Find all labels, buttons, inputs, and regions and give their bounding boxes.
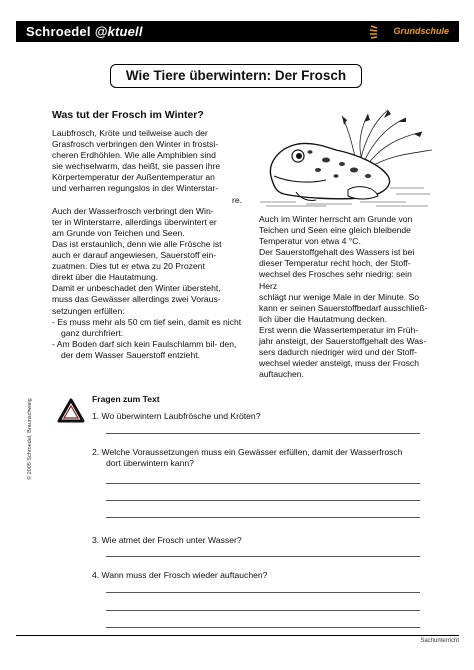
- title-box: [110, 64, 362, 88]
- text-line: kann er seinen Sauerstoffbedarf ausschließ-: [259, 302, 428, 313]
- answer-line[interactable]: [106, 483, 420, 484]
- answer-line[interactable]: [106, 556, 420, 557]
- question-2: 2. Welche Voraussetzungen muss ein Gewässer erfüllen, damit der Wasserfrosch: [92, 447, 403, 457]
- copyright-note: © 2005 Schroedel, Braunschweig: [27, 398, 33, 480]
- requirements-list: [52, 317, 242, 361]
- list-item: - Es muss mehr als 50 cm tief sein, damit es nicht ganz durchfriert.: [52, 316, 242, 338]
- text-line: und verharren regungslos in der Winterstar-: [52, 183, 219, 194]
- answer-line[interactable]: [106, 433, 420, 434]
- text-line: sers dadurch niedriger wird und der Stoff-: [259, 347, 417, 358]
- text-line: muss das Gewässer allerdings zwei Voraus-: [52, 294, 221, 305]
- text-line: wechsel des Frosches sehr niedrig: sein Herz: [259, 269, 412, 291]
- text-line: Teichen und Seen eine gleich bleibende: [259, 225, 411, 236]
- text-line: direkt über die Hautatmung.: [52, 272, 159, 283]
- right-text-column: [259, 214, 429, 380]
- text-line: Das ist erstaunlich, denn wie alle Frösche ist: [52, 238, 222, 249]
- brand-logo: [26, 24, 143, 39]
- text-line: Körpertemperatur der Außentemperatur an: [52, 172, 215, 183]
- text-line: schlägt nur wenige Male in der Minute. So: [259, 291, 420, 302]
- answer-line[interactable]: [106, 610, 420, 611]
- answer-line[interactable]: [106, 627, 420, 628]
- answer-line[interactable]: [106, 592, 420, 593]
- text-line: zuatmen. Dies tut er etwa zu 20 Prozent: [52, 261, 205, 272]
- text-line: Temperatur von etwa 4 °C.: [259, 236, 361, 247]
- text-line: ter in Winterstarre, allerdings überwintert er: [52, 216, 217, 227]
- answer-line[interactable]: [106, 500, 420, 501]
- text-line: Auch im Winter herrscht am Grunde von: [259, 214, 413, 224]
- text-line: Der Sauerstoffgehalt des Wassers ist bei: [259, 247, 415, 258]
- text-line: dieser Temperatur recht hoch, der Stoff-: [259, 258, 411, 269]
- question-3: 3. Wie atmet der Frosch unter Wasser?: [92, 535, 242, 545]
- warning-triangle-icon: [57, 398, 85, 424]
- question-2-cont: dort überwintern kann?: [106, 458, 194, 468]
- questions-heading: Fragen zum Text: [92, 394, 160, 404]
- text-line: Grasfrosch verbringen den Winter in frostsi-: [52, 139, 219, 150]
- question-1: 1. Wo überwintern Laubfrösche und Kröten?: [92, 411, 261, 421]
- text-line: Auch der Wasserfrosch verbringt den Win-: [52, 205, 214, 216]
- text-line: lich über die Hautatmung decken.: [259, 313, 388, 324]
- text-line: wechsel wieder ansteigt, muss der Frosch: [259, 358, 420, 369]
- brand-suffix: @ktuell: [94, 24, 143, 39]
- sun-rays-icon: [369, 24, 381, 39]
- text-line: setzungen erfüllen:: [52, 305, 125, 316]
- question-4: 4. Wann muss der Frosch wieder auftauchen?: [92, 570, 268, 580]
- text-line: am Grunde von Teichen und Seen.: [52, 227, 185, 238]
- text-line: auftauchen.: [259, 369, 304, 380]
- text-line: sie wechselwarm, das heißt, sie passen ihre: [52, 161, 221, 172]
- left-text-column: [52, 128, 242, 361]
- text-line: Laubfrosch, Kröte und teilweise auch der: [52, 128, 208, 138]
- text-line: jahr ansteigt, der Sauerstoffgehalt des Was-: [259, 336, 427, 347]
- school-level: Grundschule: [393, 26, 449, 36]
- brand-name: Schroedel: [26, 24, 91, 39]
- frog-illustration: [256, 106, 434, 210]
- text-line: Damit er unbeschadet den Winter übersteht,: [52, 283, 221, 294]
- section-heading: Was tut der Frosch im Winter?: [52, 109, 204, 121]
- footer-rule: [16, 635, 459, 636]
- text-line: re.: [231, 194, 242, 205]
- page-title: Wie Tiere überwintern: Der Frosch: [125, 68, 347, 83]
- answer-line[interactable]: [106, 517, 420, 518]
- header-bar: [16, 21, 459, 42]
- subject-tag: Sachunterricht: [420, 638, 459, 644]
- text-line: cheren Erdhöhlen. Wie alle Amphibien sind: [52, 150, 216, 161]
- text-line: Erst wenn die Wassertemperatur im Früh-: [259, 324, 419, 335]
- list-item: - Am Boden darf sich kein Faulschlamm bil- den, der dem Wasser Sauerstoff entzieht.: [52, 338, 237, 360]
- text-line: auch er darauf angewiesen, Sauerstoff ein-: [52, 250, 217, 261]
